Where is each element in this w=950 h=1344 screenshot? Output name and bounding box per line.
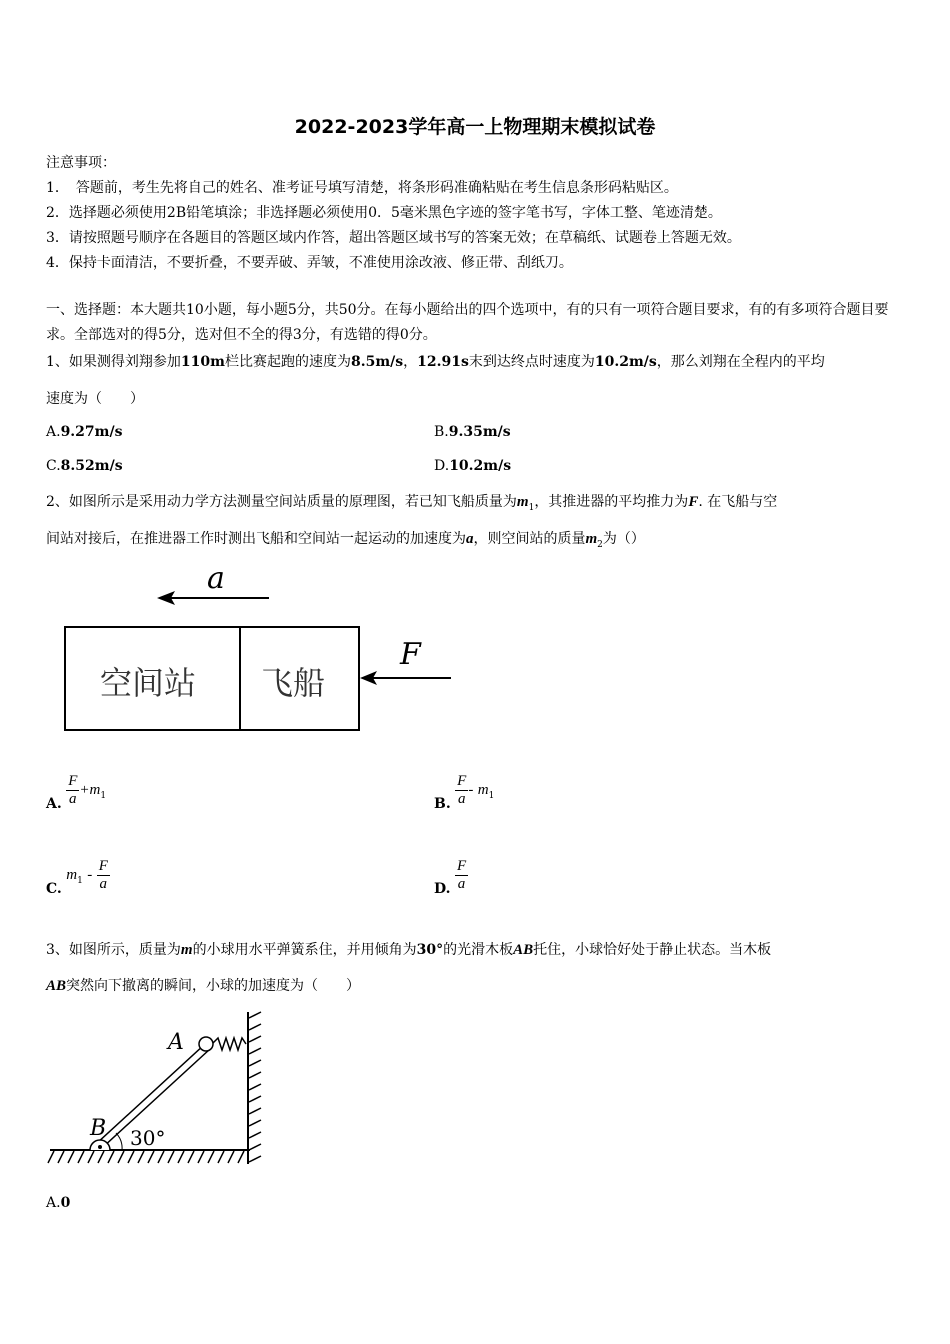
spacecraft-diagram	[55, 560, 465, 740]
q3-option-a[interactable]: A.0	[46, 1195, 71, 1211]
hinge-pin	[98, 1145, 102, 1149]
section-instructions: 一、选择题：本大题共10小题，每小题5分，共50分。在每小题给出的四个选项中，有的只有一项符合题目要求，有的有多项符合题目要求。全部选对的得5分，选对但不全的得3分，有选错的得0分。	[46, 302, 889, 343]
q1-stem-line2: 速度为（ ）	[46, 391, 144, 407]
spaceship-label: 飞船	[261, 664, 326, 702]
accel-label: a	[207, 561, 225, 596]
page-title: 2022-2023学年高一上物理期末模拟试卷	[294, 116, 656, 138]
notice-heading: 注意事项：	[46, 155, 116, 171]
spring	[212, 1038, 246, 1050]
wall-hatch	[249, 1012, 261, 1162]
force-label: F	[400, 637, 421, 672]
q2-option-a[interactable]: A. $\frac{F}{a}$ $+m_1$	[46, 772, 107, 812]
q2-option-d[interactable]: D. $\frac{F}{a}$	[434, 857, 467, 897]
q1-option-d[interactable]: D.10.2m/s	[434, 458, 512, 474]
q3-stem-line2: AB突然向下撤离的瞬间，小球的加速度为（ ）	[46, 978, 361, 994]
q1-option-c[interactable]: C.8.52m/s	[46, 458, 123, 474]
q2-stem-line2: 间站对接后，在推进器工作时测出飞船和空间站一起运动的加速度为a，则空间站的质量$m_2$为（）	[46, 531, 645, 550]
incline-spring-diagram	[40, 1008, 280, 1168]
notice-item-1: 1． 答题前，考生先将自己的姓名、准考证号填写清楚，将条形码准确粘贴在考生信息条形码粘贴区。	[46, 180, 678, 196]
q2-option-c[interactable]: C. $m_1$ - $\frac{F}{a}$	[46, 857, 108, 897]
q2-option-b[interactable]: B. $\frac{F}{a}$ - $m_1$	[434, 772, 495, 812]
q1-option-b[interactable]: B.9.35m/s	[434, 424, 511, 440]
ball	[199, 1037, 213, 1051]
angle-label: 30°	[130, 1126, 166, 1150]
q2-stem-line1: 2、如图所示是采用动力学方法测量空间站质量的原理图，若已知飞船质量为$m_1$，其推进器的平均推力为F. 在飞船与空	[46, 494, 778, 513]
q1-stem: 1、如果测得刘翔参加110m栏比赛起跑的速度为8.5m/s，12.91s末到达终点时速度为10.2m/s，那么刘翔在全程内的平均	[46, 354, 825, 370]
label-a: A	[168, 1030, 184, 1055]
angle-arc	[116, 1133, 122, 1150]
notice-item-2: 2．选择题必须使用2B铅笔填涂；非选择题必须使用0．5毫米黑色字迹的签字笔书写，字体工整、笔迹清楚。	[46, 205, 722, 221]
ground-hatch	[48, 1151, 244, 1163]
space-station-label: 空间站	[100, 664, 197, 702]
notice-item-4: 4．保持卡面清洁，不要折叠，不要弄破、弄皱，不准使用涂改液、修正带、刮纸刀。	[46, 255, 573, 271]
q1-option-a[interactable]: A.9.27m/s	[46, 424, 123, 440]
q3-stem-line1: 3、如图所示，质量为m的小球用水平弹簧系住，并用倾角为30°的光滑木板AB托住，小球恰好处于静止状态。当木板	[46, 942, 772, 958]
notice-item-3: 3．请按照题号顺序在各题目的答题区域内作答，超出答题区域书写的答案无效；在草稿纸、试题卷上答题无效。	[46, 230, 741, 246]
label-b: B	[90, 1116, 107, 1141]
